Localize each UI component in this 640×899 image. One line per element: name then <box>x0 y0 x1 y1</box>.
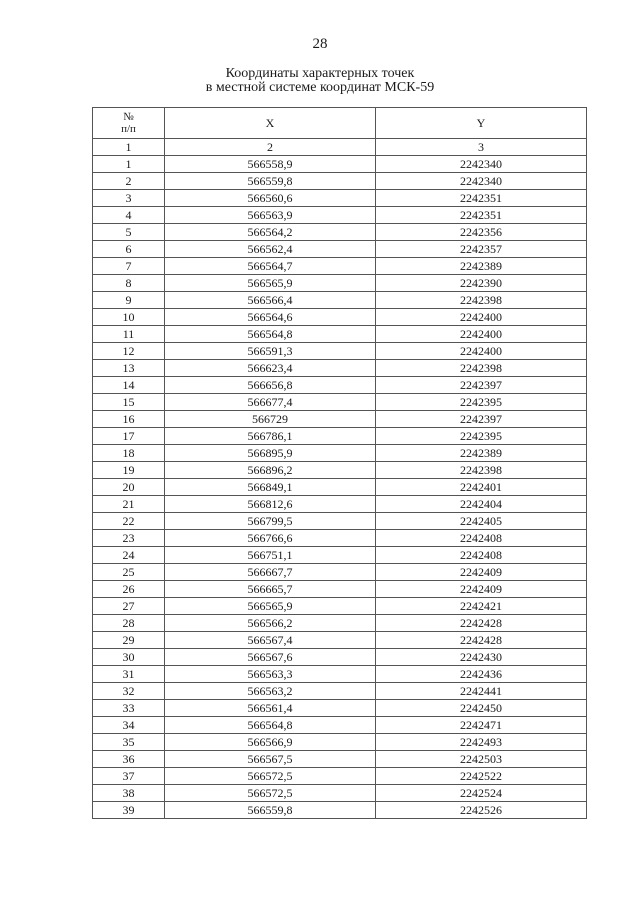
y-coordinate-cell: 2242404 <box>376 496 587 513</box>
point-number-cell: 32 <box>93 683 165 700</box>
point-number-cell: 39 <box>93 802 165 819</box>
x-coordinate-cell: 566565,9 <box>165 598 376 615</box>
header-number <box>93 108 165 139</box>
x-coordinate-cell: 566656,8 <box>165 377 376 394</box>
point-number-cell: 13 <box>93 360 165 377</box>
y-coordinate-cell: 2242351 <box>376 207 587 224</box>
table-row <box>93 683 587 700</box>
table-row <box>93 513 587 530</box>
point-number-cell: 17 <box>93 428 165 445</box>
y-coordinate-cell: 2242400 <box>376 343 587 360</box>
x-coordinate-cell: 566565,9 <box>165 275 376 292</box>
column-index-3: 3 <box>376 139 587 156</box>
point-number-cell: 10 <box>93 309 165 326</box>
point-number-cell: 19 <box>93 462 165 479</box>
x-coordinate-cell: 566623,4 <box>165 360 376 377</box>
x-coordinate-cell: 566563,9 <box>165 207 376 224</box>
y-coordinate-cell: 2242390 <box>376 275 587 292</box>
y-coordinate-cell: 2242409 <box>376 564 587 581</box>
point-number-cell: 25 <box>93 564 165 581</box>
x-coordinate-cell: 566562,4 <box>165 241 376 258</box>
y-coordinate-cell: 2242471 <box>376 717 587 734</box>
x-coordinate-cell: 566564,2 <box>165 224 376 241</box>
x-coordinate-cell: 566561,4 <box>165 700 376 717</box>
page-number: 28 <box>312 36 328 52</box>
y-coordinate-cell: 2242357 <box>376 241 587 258</box>
header-x: X <box>165 108 376 139</box>
x-coordinate-cell: 566896,2 <box>165 462 376 479</box>
table-row <box>93 768 587 785</box>
point-number-cell: 14 <box>93 377 165 394</box>
point-number-cell: 27 <box>93 598 165 615</box>
header-row <box>93 108 587 139</box>
header-y: Y <box>376 108 587 139</box>
y-coordinate-cell: 2242389 <box>376 258 587 275</box>
table-row <box>93 700 587 717</box>
table-row <box>93 258 587 275</box>
point-number-cell: 1 <box>93 156 165 173</box>
point-number-cell: 5 <box>93 224 165 241</box>
x-coordinate-cell: 566572,5 <box>165 768 376 785</box>
x-coordinate-cell: 566567,4 <box>165 632 376 649</box>
x-coordinate-cell: 566564,8 <box>165 717 376 734</box>
x-coordinate-cell: 566567,6 <box>165 649 376 666</box>
table-row <box>93 156 587 173</box>
point-number-cell: 2 <box>93 173 165 190</box>
y-coordinate-cell: 2242398 <box>376 292 587 309</box>
point-number-cell: 24 <box>93 547 165 564</box>
table-row <box>93 173 587 190</box>
table-row <box>93 360 587 377</box>
y-coordinate-cell: 2242408 <box>376 547 587 564</box>
point-number-cell: 4 <box>93 207 165 224</box>
table-row <box>93 564 587 581</box>
x-coordinate-cell: 566667,7 <box>165 564 376 581</box>
table-row <box>93 751 587 768</box>
y-coordinate-cell: 2242493 <box>376 734 587 751</box>
y-coordinate-cell: 2242428 <box>376 615 587 632</box>
table-row <box>93 411 587 428</box>
table-row <box>93 224 587 241</box>
x-coordinate-cell: 566786,1 <box>165 428 376 445</box>
x-coordinate-cell: 566567,5 <box>165 751 376 768</box>
y-coordinate-cell: 2242524 <box>376 785 587 802</box>
point-number-cell: 21 <box>93 496 165 513</box>
table-row <box>93 496 587 513</box>
x-coordinate-cell: 566566,2 <box>165 615 376 632</box>
table-row <box>93 802 587 819</box>
x-coordinate-cell: 566729 <box>165 411 376 428</box>
y-coordinate-cell: 2242428 <box>376 632 587 649</box>
table-row <box>93 734 587 751</box>
table-row <box>93 275 587 292</box>
table-row <box>93 547 587 564</box>
table-row <box>93 241 587 258</box>
point-number-cell: 22 <box>93 513 165 530</box>
y-coordinate-cell: 2242395 <box>376 394 587 411</box>
point-number-cell: 20 <box>93 479 165 496</box>
table-row <box>93 666 587 683</box>
x-coordinate-cell: 566766,6 <box>165 530 376 547</box>
y-coordinate-cell: 2242430 <box>376 649 587 666</box>
y-coordinate-cell: 2242397 <box>376 411 587 428</box>
x-coordinate-cell: 566560,6 <box>165 190 376 207</box>
point-number-cell: 16 <box>93 411 165 428</box>
table-row <box>93 462 587 479</box>
table-row <box>93 394 587 411</box>
table-row <box>93 207 587 224</box>
y-coordinate-cell: 2242397 <box>376 377 587 394</box>
y-coordinate-cell: 2242409 <box>376 581 587 598</box>
table-header <box>93 108 587 156</box>
x-coordinate-cell: 566566,9 <box>165 734 376 751</box>
table-row <box>93 428 587 445</box>
point-number-cell: 7 <box>93 258 165 275</box>
y-coordinate-cell: 2242436 <box>376 666 587 683</box>
y-coordinate-cell: 2242526 <box>376 802 587 819</box>
coordinates-table <box>92 107 587 819</box>
y-coordinate-cell: 2242450 <box>376 700 587 717</box>
x-coordinate-cell: 566849,1 <box>165 479 376 496</box>
x-coordinate-cell: 566812,6 <box>165 496 376 513</box>
table-row <box>93 326 587 343</box>
y-coordinate-cell: 2242400 <box>376 309 587 326</box>
point-number-cell: 28 <box>93 615 165 632</box>
x-coordinate-cell: 566751,1 <box>165 547 376 564</box>
y-coordinate-cell: 2242441 <box>376 683 587 700</box>
point-number-cell: 8 <box>93 275 165 292</box>
point-number-cell: 12 <box>93 343 165 360</box>
x-coordinate-cell: 566558,9 <box>165 156 376 173</box>
point-number-cell: 3 <box>93 190 165 207</box>
x-coordinate-cell: 566559,8 <box>165 802 376 819</box>
y-coordinate-cell: 2242408 <box>376 530 587 547</box>
table-row <box>93 785 587 802</box>
y-coordinate-cell: 2242398 <box>376 462 587 479</box>
header-number-abbr: п/п <box>121 123 136 135</box>
x-coordinate-cell: 566572,5 <box>165 785 376 802</box>
x-coordinate-cell: 566566,4 <box>165 292 376 309</box>
point-number-cell: 31 <box>93 666 165 683</box>
table-row <box>93 377 587 394</box>
x-coordinate-cell: 566563,2 <box>165 683 376 700</box>
point-number-cell: 15 <box>93 394 165 411</box>
point-number-cell: 6 <box>93 241 165 258</box>
x-coordinate-cell: 566895,9 <box>165 445 376 462</box>
y-coordinate-cell: 2242421 <box>376 598 587 615</box>
x-coordinate-cell: 566665,7 <box>165 581 376 598</box>
table-row <box>93 343 587 360</box>
table-row <box>93 292 587 309</box>
x-coordinate-cell: 566591,3 <box>165 343 376 360</box>
column-index-row <box>93 139 587 156</box>
y-coordinate-cell: 2242340 <box>376 156 587 173</box>
x-coordinate-cell: 566564,7 <box>165 258 376 275</box>
x-coordinate-cell: 566563,3 <box>165 666 376 683</box>
y-coordinate-cell: 2242503 <box>376 751 587 768</box>
table-row <box>93 190 587 207</box>
y-coordinate-cell: 2242405 <box>376 513 587 530</box>
x-coordinate-cell: 566564,6 <box>165 309 376 326</box>
point-number-cell: 35 <box>93 734 165 751</box>
table-row <box>93 598 587 615</box>
column-index-1: 1 <box>93 139 165 156</box>
x-coordinate-cell: 566559,8 <box>165 173 376 190</box>
table-row <box>93 309 587 326</box>
table-row <box>93 530 587 547</box>
point-number-cell: 30 <box>93 649 165 666</box>
table-row <box>93 615 587 632</box>
y-coordinate-cell: 2242389 <box>376 445 587 462</box>
point-number-cell: 23 <box>93 530 165 547</box>
point-number-cell: 9 <box>93 292 165 309</box>
x-coordinate-cell: 566564,8 <box>165 326 376 343</box>
title-line-2: в местной системе координат МСК-59 <box>205 80 435 95</box>
point-number-cell: 18 <box>93 445 165 462</box>
point-number-cell: 11 <box>93 326 165 343</box>
x-coordinate-cell: 566677,4 <box>165 394 376 411</box>
header-number-symbol: № <box>123 111 134 123</box>
point-number-cell: 29 <box>93 632 165 649</box>
y-coordinate-cell: 2242398 <box>376 360 587 377</box>
y-coordinate-cell: 2242340 <box>376 173 587 190</box>
table-row <box>93 717 587 734</box>
y-coordinate-cell: 2242395 <box>376 428 587 445</box>
x-coordinate-cell: 566799,5 <box>165 513 376 530</box>
point-number-cell: 26 <box>93 581 165 598</box>
point-number-cell: 37 <box>93 768 165 785</box>
table-row <box>93 632 587 649</box>
point-number-cell: 34 <box>93 717 165 734</box>
table-row <box>93 445 587 462</box>
table-body <box>93 156 587 819</box>
table-row <box>93 581 587 598</box>
document-title <box>0 67 640 95</box>
point-number-cell: 33 <box>93 700 165 717</box>
point-number-cell: 36 <box>93 751 165 768</box>
point-number-cell: 38 <box>93 785 165 802</box>
y-coordinate-cell: 2242400 <box>376 326 587 343</box>
y-coordinate-cell: 2242351 <box>376 190 587 207</box>
column-index-2: 2 <box>165 139 376 156</box>
table-row <box>93 479 587 496</box>
y-coordinate-cell: 2242522 <box>376 768 587 785</box>
title-line-1: Координаты характерных точек <box>225 66 415 81</box>
table-row <box>93 649 587 666</box>
y-coordinate-cell: 2242401 <box>376 479 587 496</box>
y-coordinate-cell: 2242356 <box>376 224 587 241</box>
